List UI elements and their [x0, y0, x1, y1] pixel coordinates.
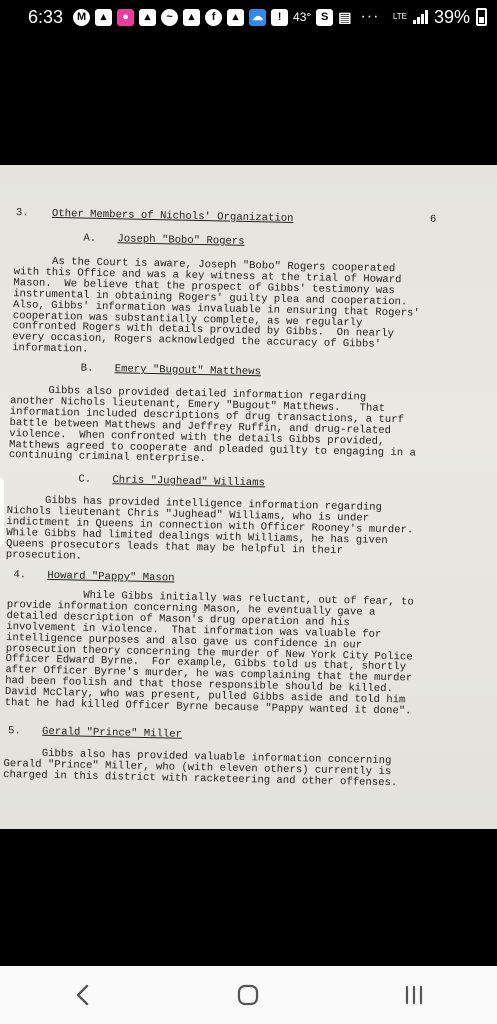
messenger-m-icon: M: [73, 9, 90, 26]
recents-button[interactable]: [384, 975, 444, 1015]
alert-icon: !: [271, 9, 288, 26]
status-bar: [0, 0, 497, 34]
edge-panel-handle[interactable]: [0, 478, 4, 546]
signal-icon: [413, 10, 428, 24]
paragraph-a: As the Court is aware, Joseph "Bobo" Rogers cooperated with this Office and was a key witness at the trial of Howard Mason. We believe that the prospect of Gibbs' testimony was instrumental in obtaining Rogers' guilty plea and cooperation. Also, Gibbs' information was invaluable in ensuring that Rogers' cooperation was substantially complete, as we regularly confronted Rogers with details provided by Gibbs. On nearly every occasion, Rogers acknowledged the accuracy of Gibbs' information.: [11, 255, 420, 356]
facebook-icon: f: [205, 9, 222, 26]
home-button[interactable]: [218, 975, 278, 1015]
section-4-heading: [13, 570, 174, 584]
home-icon: [236, 983, 260, 1007]
subsection-c-title: Chris "Jughead" Williams: [112, 474, 266, 490]
subsection-b-title: Emery "Bugout" Matthews: [114, 363, 262, 379]
battery-percent: 39%: [433, 6, 470, 27]
section-5-heading: [8, 726, 182, 741]
section-5-number: 5.: [7, 725, 21, 738]
notification-icons: [73, 8, 379, 26]
cloud-icon: ☁: [249, 9, 266, 26]
section-3-number: 3.: [15, 207, 29, 220]
subsection-b-letter: B.: [80, 362, 94, 375]
subsection-c-letter: C.: [78, 473, 92, 486]
document-photo[interactable]: [0, 165, 497, 829]
section-3-heading: [16, 208, 294, 225]
subsection-a-title: Joseph "Bobo" Rogers: [117, 233, 245, 248]
pink-app-icon: ●: [117, 9, 134, 26]
document-page: [0, 165, 497, 829]
section-3-title: Other Members of Nichols' Organization: [51, 207, 294, 225]
subsection-a-heading: [83, 234, 244, 248]
paragraph-5: Gibbs also has provided valuable information concerning Gerald "Prince" Miller, who (with eleven others) currently is charged in this district with racketeering and other offenses.: [3, 747, 398, 790]
section-4-number: 4.: [13, 569, 27, 582]
temperature: 43°: [293, 10, 312, 24]
back-button[interactable]: [53, 975, 113, 1015]
bag-icon: ▴: [227, 9, 244, 26]
bag-icon: ▴: [183, 9, 200, 26]
recents-icon: [402, 983, 426, 1007]
s-icon: S: [316, 9, 333, 26]
clock: 6:33: [28, 6, 64, 27]
subsection-a-letter: A.: [83, 232, 97, 245]
paragraph-b: Gibbs also provided detailed information regarding another Nichols lieutenant, Emery "Bugout" Matthews. That information included descriptions of drug transactions, a turf battle between Matthews and Jeffrey Ruffin, and drug-related violence. When confronted with the details Gibbs provided, Matthews agreed to cooperate and pleaded guilty to engaging in a continuing criminal enterprise.: [8, 384, 417, 466]
bag-icon: ▴: [139, 9, 156, 26]
section-5-title: Gerald "Prince" Miller: [41, 725, 183, 741]
subsection-c-heading: [78, 475, 265, 490]
section-4-title: Howard "Pappy" Mason: [47, 569, 175, 585]
subsection-b-heading: [81, 364, 261, 379]
newspaper-icon: ▤: [338, 9, 352, 25]
system-status: [393, 7, 487, 28]
back-icon: [74, 983, 92, 1007]
page-number: 6: [429, 213, 437, 226]
paragraph-4: While Gibbs initially was reluctant, out of fear, to provide information concerning Mason, he eventually gave a detailed description of Mason's drug operation and his involvement in violence. That information was valuable for intelligence purposes and also gave us confidence in our prosecution theory concerning the murder of New York City Police Officer Edward Byrne. For example, Gibbs told us that, shortly after Officer Byrne's murder, he was complaining that the murder had been foolish and that those responsible should be killed. David McClary, who was present, pulled Gibbs aside and told him that he had killed Officer Byrne because "Pappy wanted it done".: [4, 588, 414, 718]
network-type: LTE: [392, 12, 407, 21]
navigation-bar: [0, 966, 497, 1024]
bag-icon: ▴: [95, 9, 112, 26]
battery-icon: [476, 8, 487, 26]
messenger-icon: ~: [161, 9, 178, 26]
paragraph-c: Gibbs has provided intelligence information regarding Nichols lieutenant Chris "Jughead" Williams, who is under indictment in Queens in connection with Officer Rooney's murder. While Gibbs had limited dealings with Williams, he has given Queens prosecutors leads that may be helpful in their prosecution.: [5, 494, 414, 563]
more-notifications-icon: ···: [360, 8, 380, 25]
